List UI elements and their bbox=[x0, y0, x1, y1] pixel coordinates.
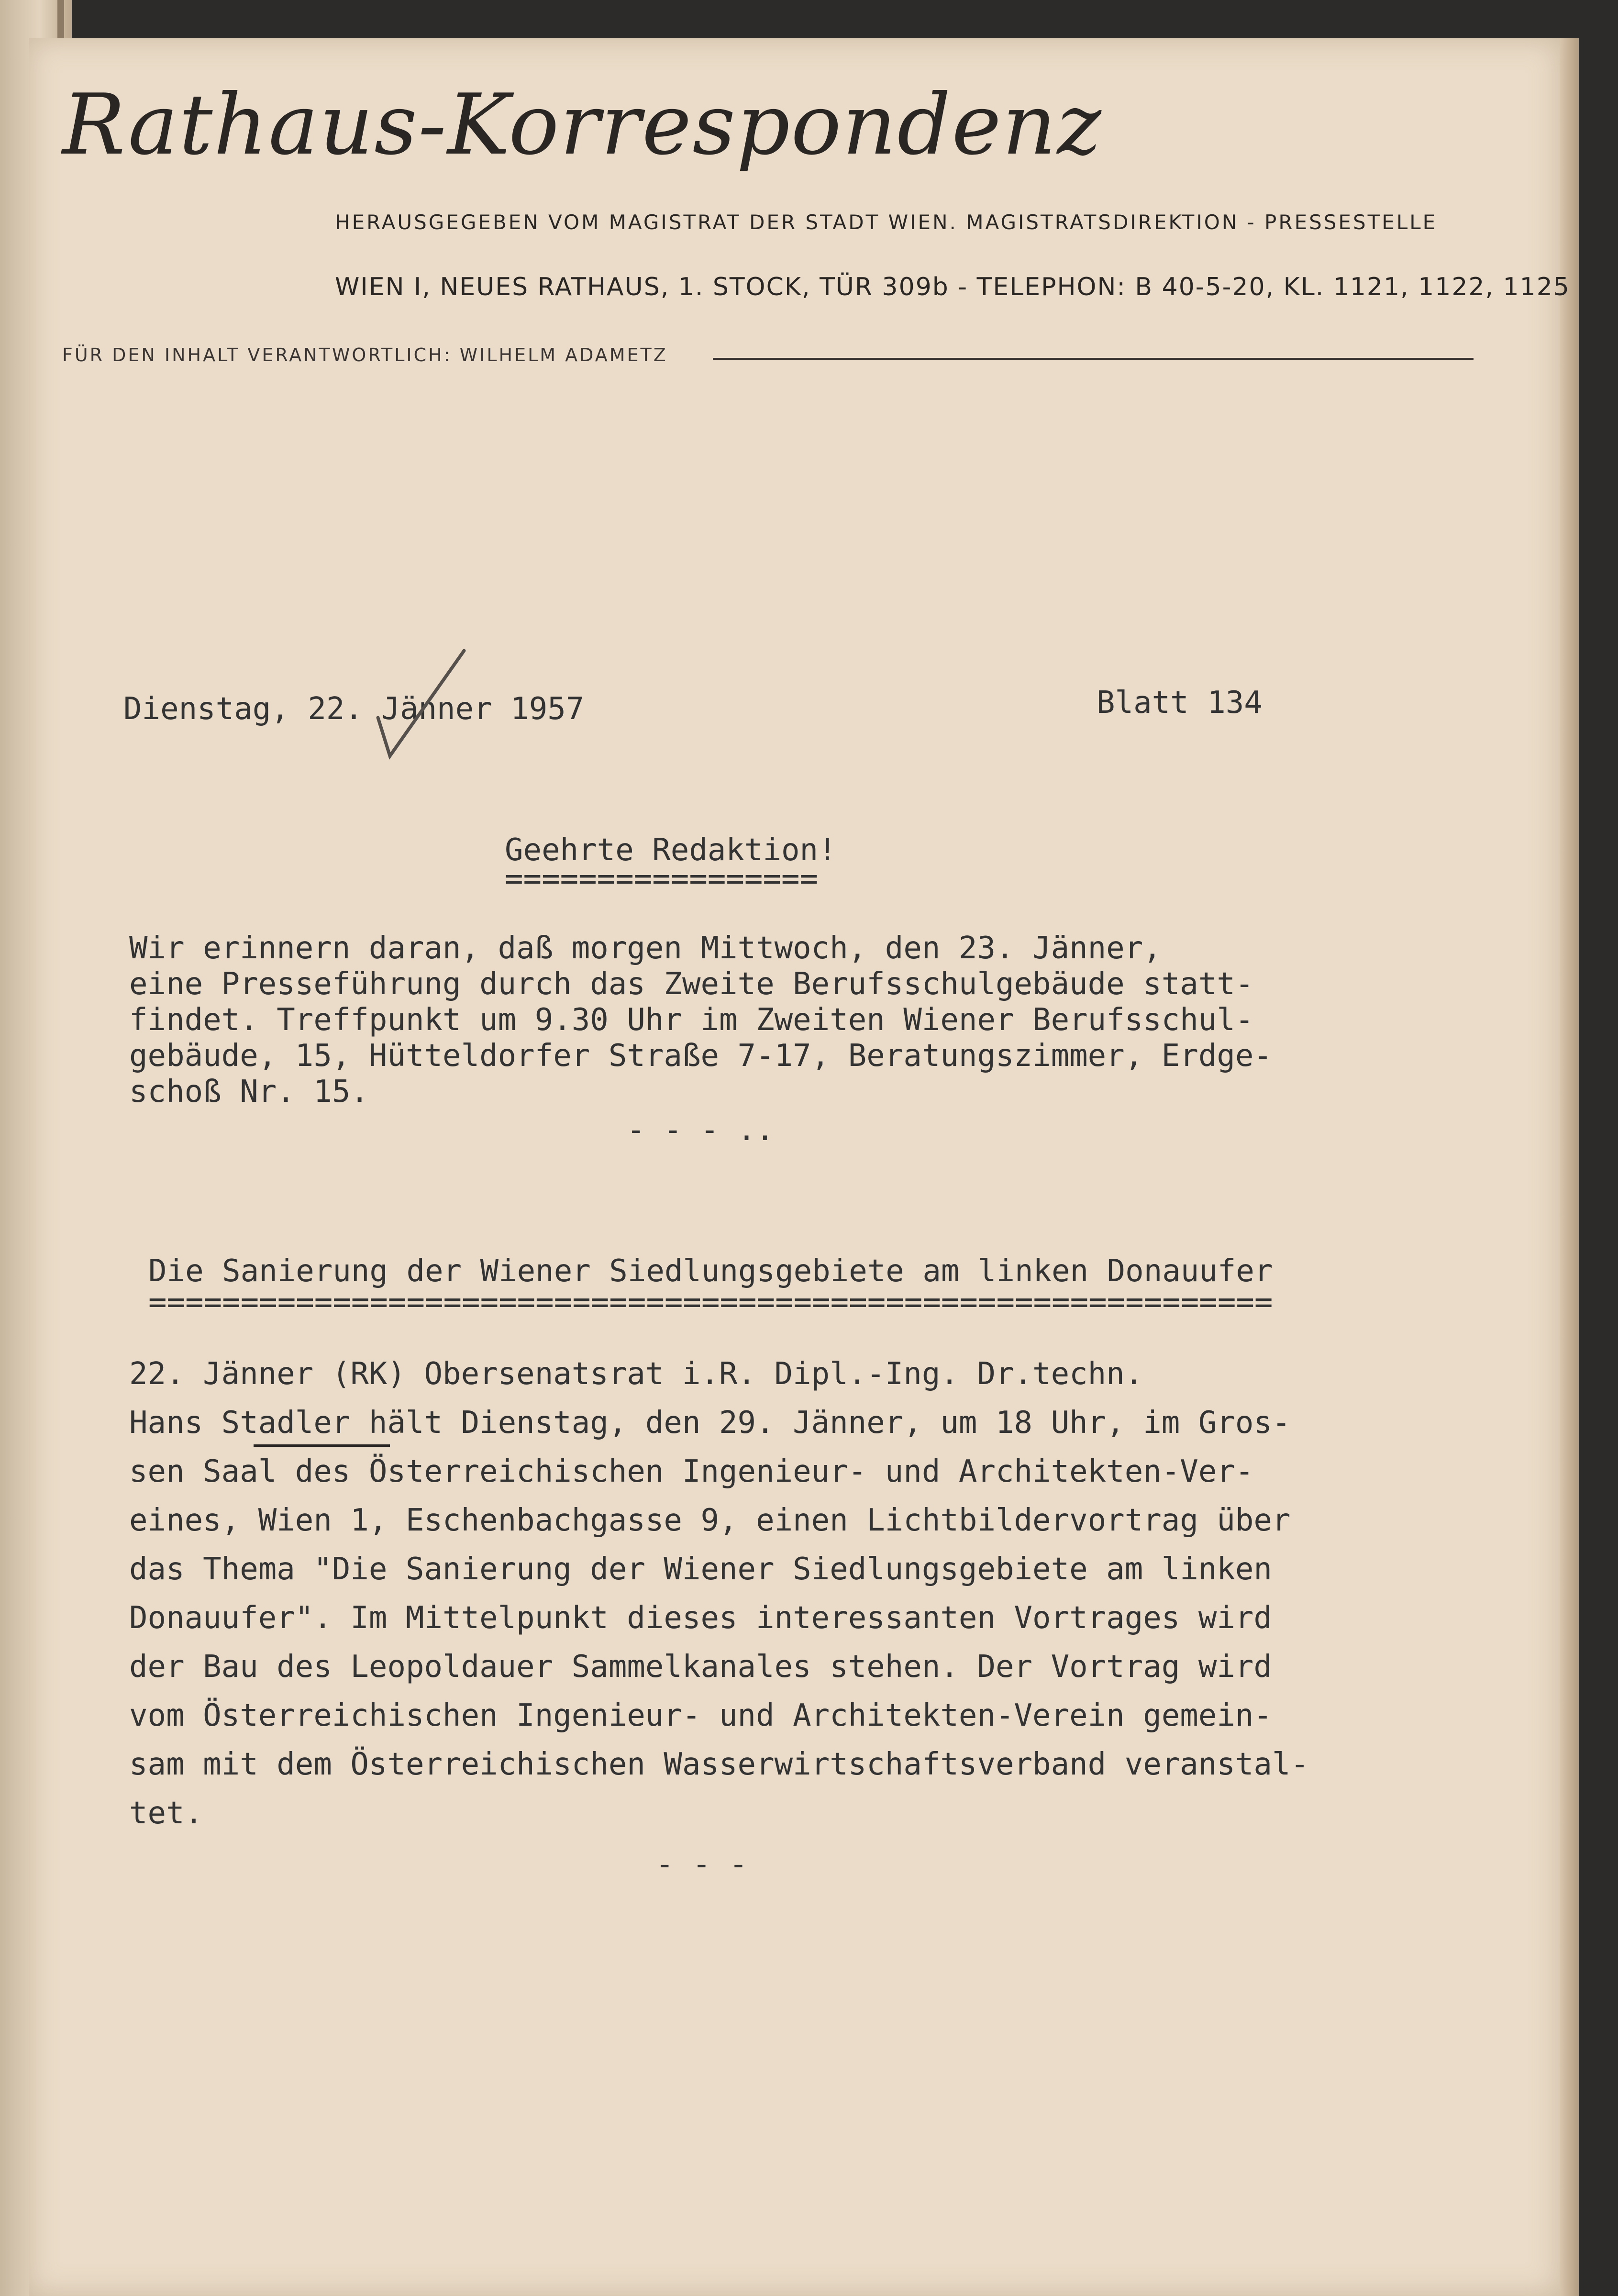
article-line: sam mit dem Österreichischen Wasserwirtschaftsverband veranstal- bbox=[129, 1747, 1309, 1782]
letterhead-address: WIEN I, NEUES RATHAUS, 1. STOCK, TÜR 309b - TELEPHON: B 40-5-20, KL. 1121, 1122, 1125 bbox=[335, 273, 1570, 301]
document-page bbox=[29, 38, 1560, 2296]
greeting-underline: ================= bbox=[505, 861, 819, 897]
article-line: eines, Wien 1, Eschenbachgasse 9, einen Lichtbildervortrag über bbox=[129, 1503, 1291, 1538]
article-title: Die Sanierung der Wiener Siedlungsgebiete am linken Donauufer bbox=[148, 1253, 1273, 1289]
page-edge bbox=[1560, 38, 1579, 2296]
name-underline bbox=[254, 1444, 390, 1447]
notice-line: schoß Nr. 15. bbox=[129, 1074, 369, 1109]
letterhead-title: Rathaus-Korrespondenz bbox=[62, 77, 1102, 174]
article-line: vom Österreichischen Ingenieur- und Architekten-Verein gemein- bbox=[129, 1698, 1272, 1733]
article-line: sen Saal des Österreichischen Ingenieur- und Architekten-Ver- bbox=[129, 1454, 1254, 1489]
check-mark-icon bbox=[368, 646, 474, 770]
article-line: 22. Jänner (RK) Obersenatsrat i.R. Dipl.-Ing. Dr.techn. bbox=[129, 1356, 1143, 1392]
article-line: Donauufer". Im Mittelpunkt dieses interessanten Vortrages wird bbox=[129, 1600, 1272, 1636]
date-line: Dienstag, 22. Jänner 1957 bbox=[123, 691, 585, 727]
article-line: tet. bbox=[129, 1796, 203, 1831]
article-line: der Bau des Leopoldauer Sammelkanales stehen. Der Vortrag wird bbox=[129, 1649, 1272, 1685]
letterhead-rule bbox=[713, 358, 1474, 360]
notice-separator: - - - .. bbox=[627, 1112, 775, 1148]
letterhead-responsible: FÜR DEN INHALT VERANTWORTLICH: WILHELM ADAMETZ bbox=[62, 344, 668, 366]
notice-line: Wir erinnern daran, daß morgen Mittwoch, den 23. Jänner, bbox=[129, 931, 1162, 966]
notice-line: gebäude, 15, Hütteldorfer Straße 7-17, Beratungszimmer, Erdge- bbox=[129, 1038, 1272, 1074]
article-line: das Thema "Die Sanierung der Wiener Siedlungsgebiete am linken bbox=[129, 1552, 1272, 1587]
notice-line: eine Presseführung durch das Zweite Berufsschulgebäude statt- bbox=[129, 966, 1254, 1002]
letterhead-publisher: HERAUSGEGEBEN VOM MAGISTRAT DER STADT WIEN. MAGISTRATSDIREKTION - PRESSESTELLE bbox=[335, 211, 1438, 234]
greeting: Geehrte Redaktion! bbox=[505, 832, 837, 868]
article-line: Hans Stadler hält Dienstag, den 29. Jänner, um 18 Uhr, im Gros- bbox=[129, 1405, 1291, 1441]
notice-line: findet. Treffpunkt um 9.30 Uhr im Zweiten Wiener Berufsschul- bbox=[129, 1002, 1254, 1038]
sheet-number: Blatt 134 bbox=[1097, 685, 1263, 721]
article-separator: - - - bbox=[655, 1847, 748, 1882]
article-title-underline: ============================================================= bbox=[148, 1285, 1273, 1320]
